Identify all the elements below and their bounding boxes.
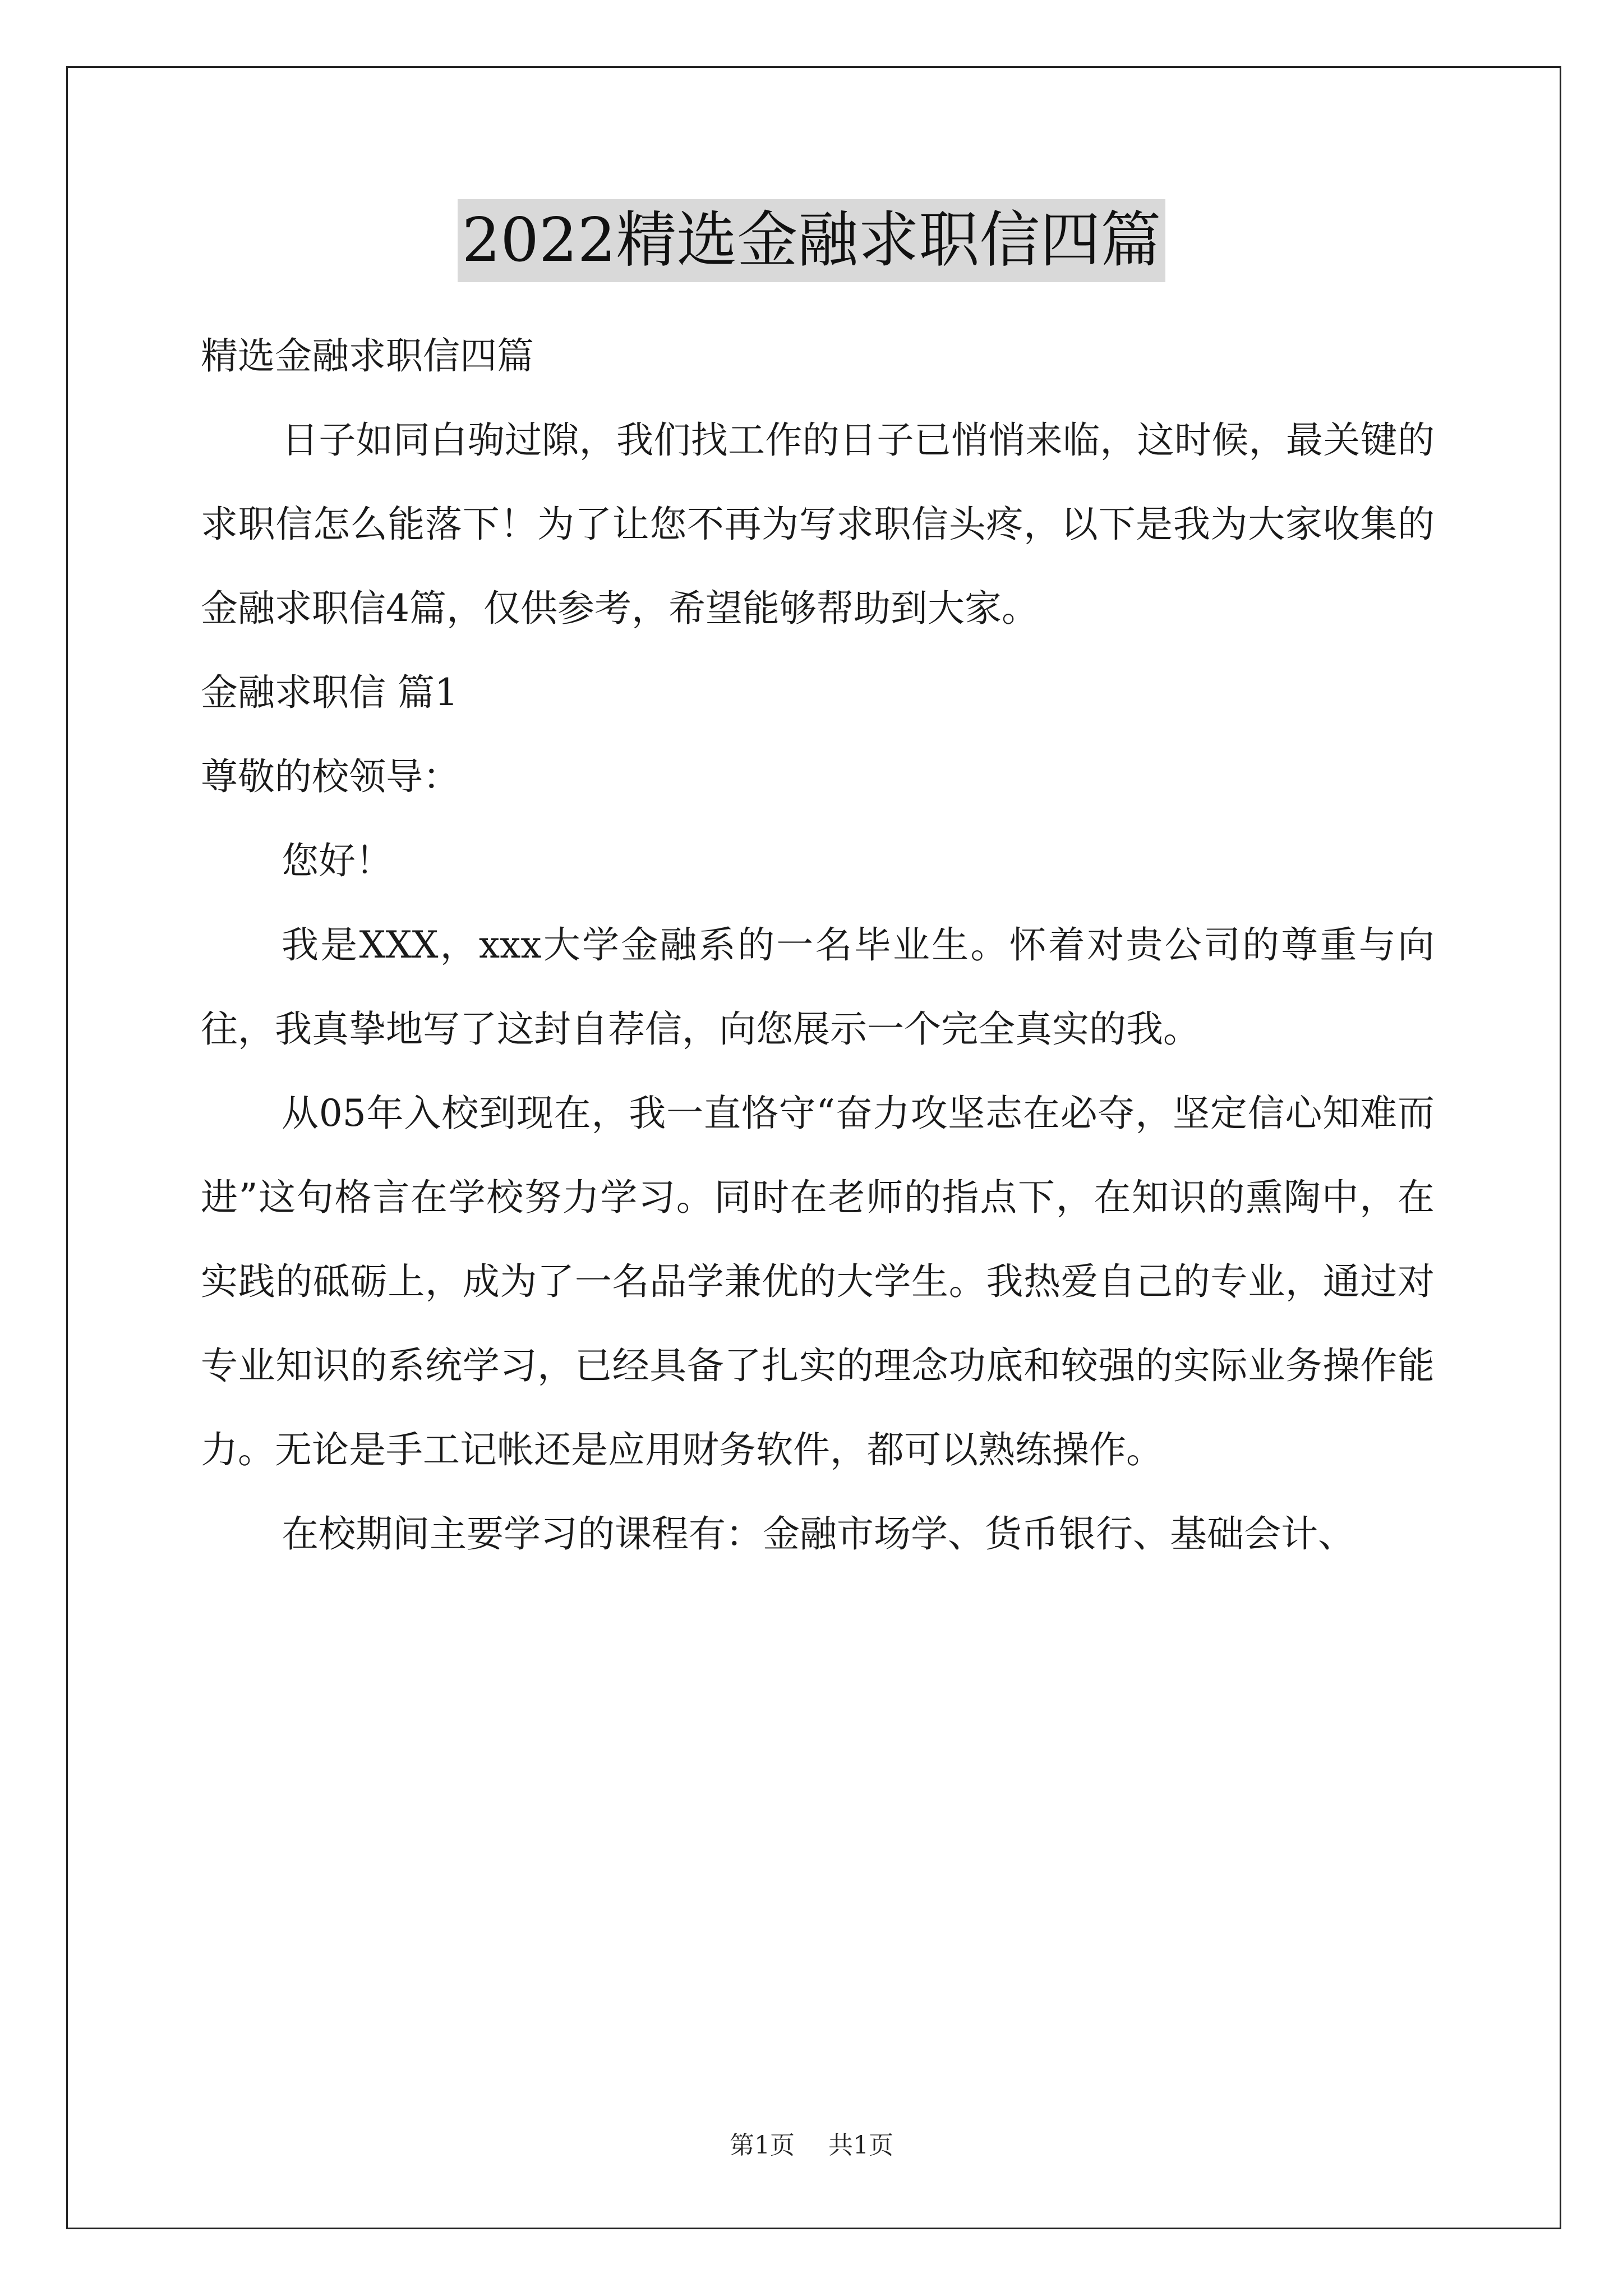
page-number: 第1页 — [730, 2131, 795, 2160]
page-footer — [0, 2129, 1623, 2162]
paragraph-study: 从05年入校到现在，我一直恪守“奋力攻坚志在必夺，坚定信心知难而进”这句格言在学校努力学习。同时在老师的指点下，在知识的熏陶中，在实践的砥砺上，成为了一名品学兼优的大学生。我热爱自己的专业，通过对专业知识的系统学习，已经具备了扎实的理念功底和较强的实际业务操作能力。无论是手工记帐还是应用财务软件，都可以熟练操作。 — [201, 1092, 1435, 1471]
page-total: 共1页 — [828, 2131, 893, 2160]
paragraph-subtitle: 精选金融求职信四篇 — [201, 334, 534, 378]
paragraph-courses: 在校期间主要学习的课程有：金融市场学、货币银行、基础会计、 — [282, 1512, 1355, 1556]
salutation: 尊敬的校领导： — [201, 755, 460, 798]
greeting: 您好！ — [282, 839, 393, 882]
paragraph-self-intro: 我是XXX，xxx大学金融系的一名毕业生。怀着对贵公司的尊重与向往，我真挚地写了这封自荐信，向您展示一个完全真实的我。 — [201, 923, 1435, 1051]
document-title: 2022精选金融求职信四篇 — [458, 199, 1166, 282]
document-body — [201, 314, 1435, 1576]
section-heading: 金融求职信 篇1 — [201, 671, 458, 714]
paragraph-intro: 日子如同白驹过隙，我们找工作的日子已悄悄来临，这时候，最关键的求职信怎么能落下！为了让您不再为写求职信头疼，以下是我为大家收集的金融求职信4篇，仅供参考，希望能够帮助到大家。 — [201, 418, 1435, 630]
title-container — [0, 199, 1623, 282]
